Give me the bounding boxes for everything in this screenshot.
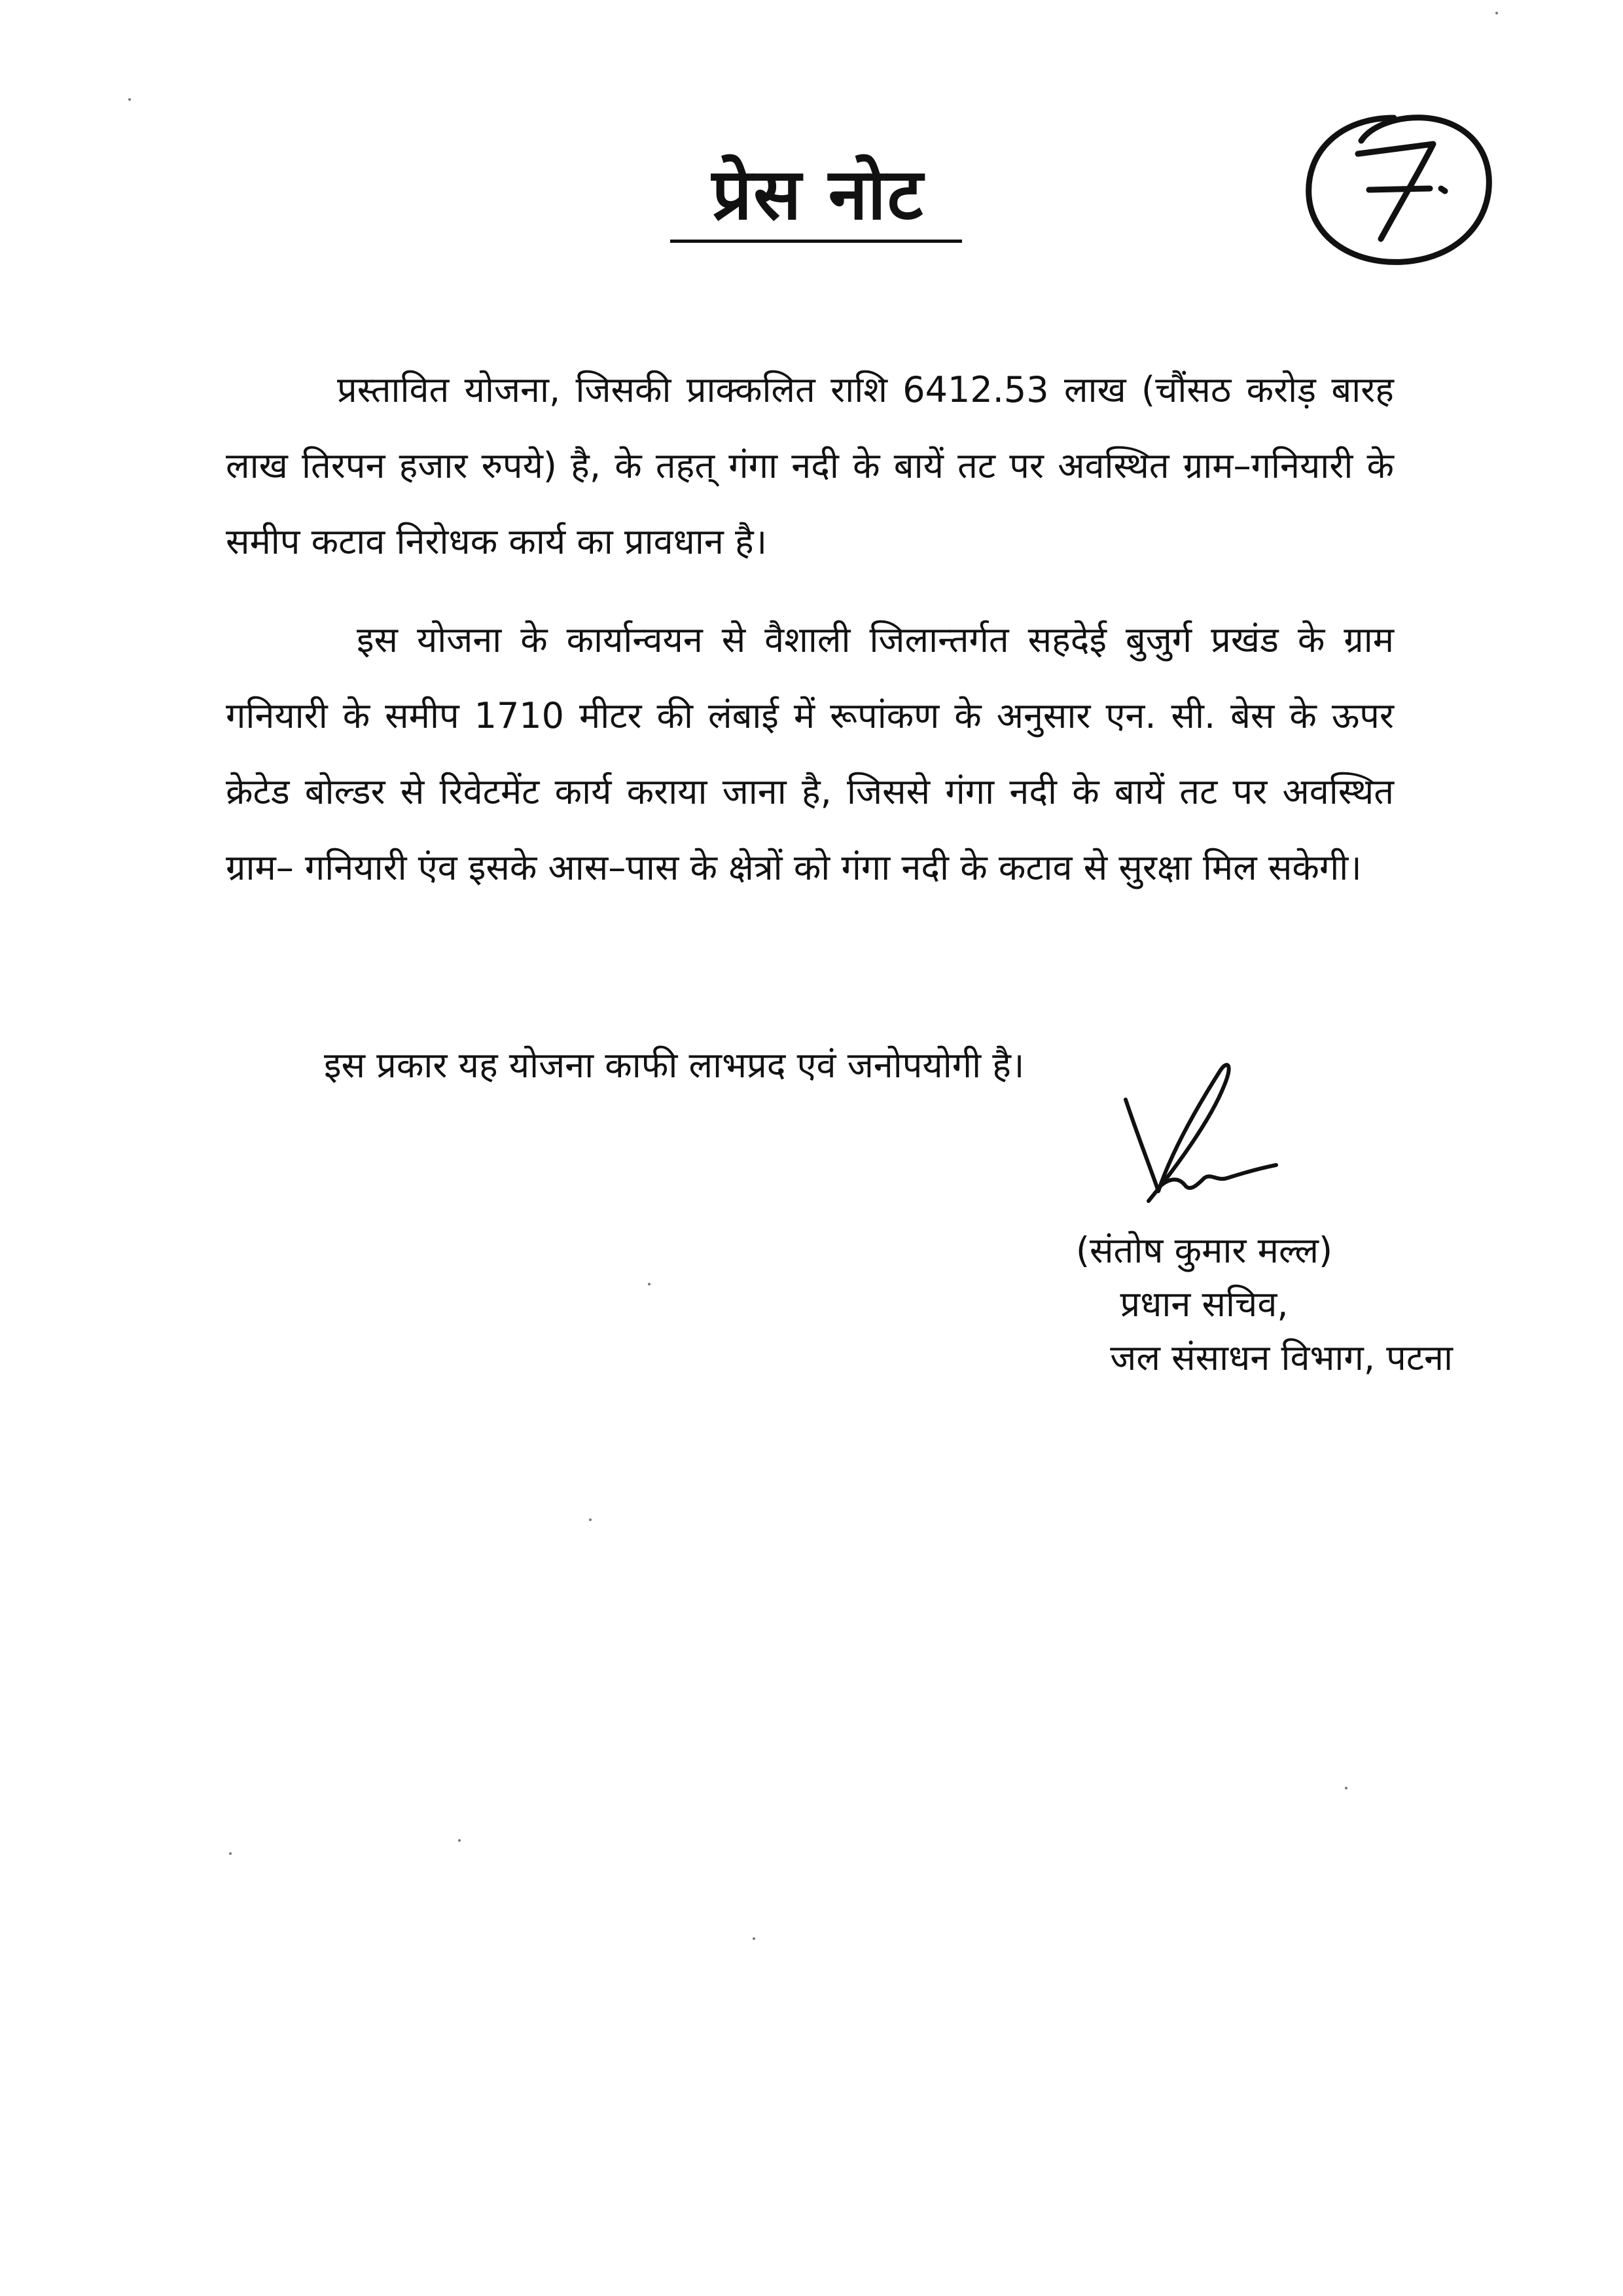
signatory-designation: प्रधान सचिव, <box>1120 1283 1289 1325</box>
handwritten-page-number <box>1296 105 1505 275</box>
scan-speck <box>458 1839 461 1842</box>
handwritten-signature <box>1113 1047 1296 1230</box>
scan-speck <box>1345 1787 1347 1789</box>
title-underline <box>670 240 962 243</box>
paragraph-scheme-cost: प्रस्तावित योजना, जिसकी प्राक्कलित राशि 6412.53 लाख (चौंसठ करोड़ बारह लाख तिरपन हजार रुपये) है, के तहत् गंगा नदी के बायें तट पर अवस्थित ग्राम–गनियारी के समीप कटाव निरोधक कार्य का प्रावधान है। <box>226 369 1394 562</box>
scan-speck <box>1495 12 1498 14</box>
paragraph-conclusion: इस प्रकार यह योजना काफी लाभप्रद एवं जनोपयोगी है। <box>324 1045 1025 1086</box>
signatory-name: (संतोष कुमार मल्ल) <box>1075 1230 1333 1271</box>
paragraph-implementation: इस योजना के कार्यान्वयन से वैशाली जिलान्तर्गत सहदेई बुजुर्ग प्रखंड के ग्राम गनियारी के समीप 1710 मीटर की लंबाई में रूपांकण के अनुसार एन. सी. बेस के ऊपर क्रेटेड बोल्डर से रिवेटमेंट कार्य कराया जाना है, जिससे गंगा नदी के बायें तट पर अवस्थित ग्राम– गनियारी एंव इसके आस–पास के क्षेत्रों को गंगा नदी के कटाव से सुरक्षा मिल सकेगी। <box>226 619 1394 888</box>
signatory-department: जल संसाधन विभाग, पटना <box>1110 1337 1453 1378</box>
scan-speck <box>229 1852 232 1855</box>
page-title: प्रेस नोट <box>711 154 925 236</box>
scan-speck <box>589 1518 592 1521</box>
circled-number-mark <box>1309 118 1489 262</box>
scan-speck <box>128 98 131 101</box>
scan-speck <box>753 1937 755 1940</box>
scan-speck <box>648 1283 651 1285</box>
signature-block <box>955 1224 1453 1385</box>
